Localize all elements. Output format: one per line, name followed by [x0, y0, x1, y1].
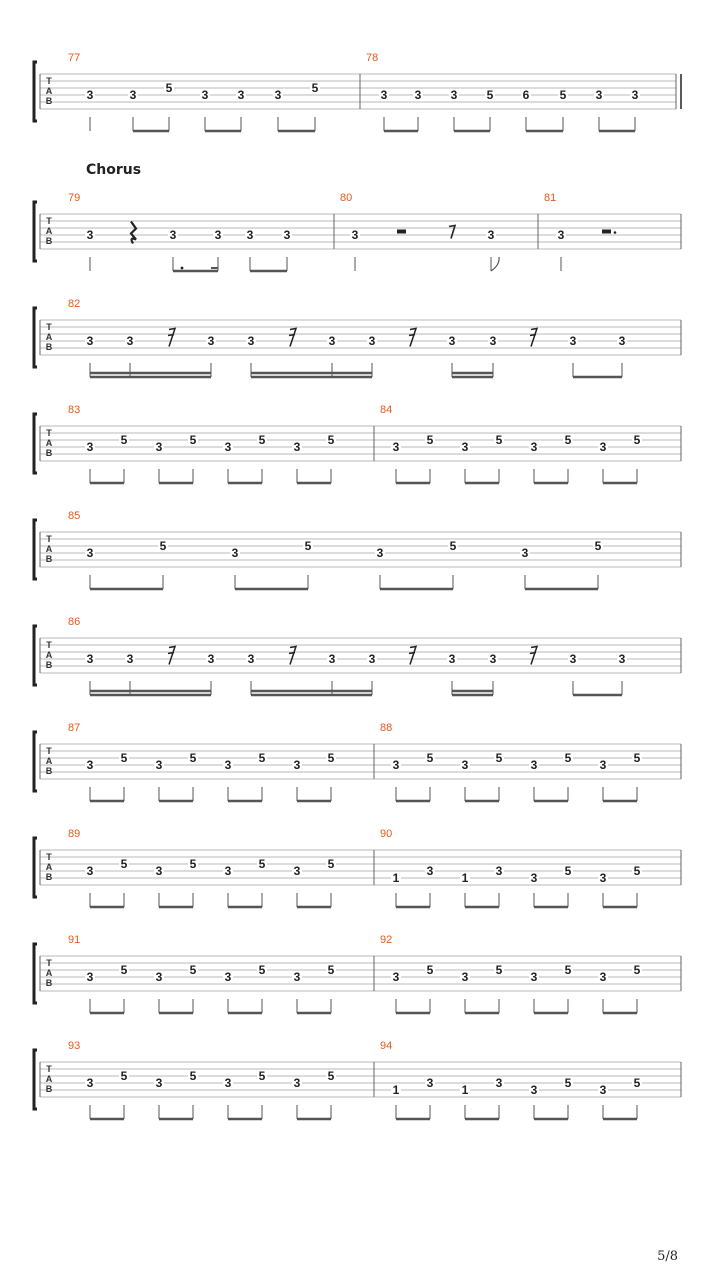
fret-number: 3: [214, 228, 222, 242]
measure-number: 93: [68, 1040, 81, 1052]
fret-number: 3: [599, 758, 607, 772]
fret-number: 3: [530, 970, 538, 984]
tab-clef-letter: T: [46, 640, 52, 650]
fret-number: 3: [618, 652, 626, 666]
fret-number: 3: [489, 334, 497, 348]
tab-clef-letter: B: [45, 448, 53, 458]
fret-number: 3: [86, 334, 94, 348]
fret-number: 5: [120, 433, 128, 447]
fret-number: 3: [224, 970, 232, 984]
fret-number: 3: [569, 334, 577, 348]
fret-number: 5: [258, 857, 266, 871]
section-label: Chorus: [86, 162, 142, 178]
tab-clef-letter: A: [45, 862, 53, 872]
tab-clef-letter: A: [45, 438, 53, 448]
fret-number: 3: [328, 334, 336, 348]
system-bracket: [34, 414, 37, 473]
fret-number: 3: [224, 758, 232, 772]
fret-number: 5: [258, 433, 266, 447]
fret-number: 3: [86, 652, 94, 666]
tab-clef-letter: B: [45, 236, 53, 246]
fret-number: 5: [426, 751, 434, 765]
fret-number: 3: [247, 334, 255, 348]
fret-number: 3: [599, 970, 607, 984]
fret-number: 5: [258, 751, 266, 765]
fret-number: 3: [595, 88, 603, 102]
sixteenth-rest: [530, 329, 537, 347]
fret-number: 5: [311, 81, 319, 95]
fret-number: 5: [304, 539, 312, 553]
fret-number: 1: [461, 871, 469, 885]
fret-number: 5: [327, 857, 335, 871]
fret-number: 3: [169, 228, 177, 242]
quarter-rest: [131, 222, 136, 244]
fret-number: 3: [599, 440, 607, 454]
fret-number: 3: [155, 758, 163, 772]
tab-clef-letter: A: [45, 1074, 53, 1084]
rest-dot: [614, 231, 617, 234]
fret-number: 3: [351, 228, 359, 242]
fret-number: 3: [293, 864, 301, 878]
system-bracket: [34, 626, 37, 685]
tab-clef-letter: A: [45, 226, 53, 236]
measure-number: 83: [68, 404, 81, 416]
fret-number: 5: [165, 81, 173, 95]
fret-number: 3: [247, 652, 255, 666]
fret-number: 3: [461, 758, 469, 772]
fret-number: 6: [522, 88, 530, 102]
fret-number: 3: [392, 970, 400, 984]
fret-number: 5: [327, 751, 335, 765]
fret-number: 5: [633, 864, 641, 878]
fret-number: 3: [86, 864, 94, 878]
fret-number: 5: [564, 864, 572, 878]
system-bracket: [34, 944, 37, 1003]
fret-number: 5: [189, 963, 197, 977]
fret-number: 3: [380, 88, 388, 102]
fret-number: 3: [530, 758, 538, 772]
half-rest: [397, 230, 406, 234]
fret-number: 3: [207, 334, 215, 348]
fret-number: 5: [564, 751, 572, 765]
measure-number: 94: [380, 1040, 393, 1052]
tab-clef-letter: B: [45, 978, 53, 988]
fret-number: 5: [495, 963, 503, 977]
tab-clef-letter: T: [46, 958, 52, 968]
fret-number: 3: [448, 334, 456, 348]
tab-clef-letter: T: [46, 746, 52, 756]
fret-number: 3: [521, 546, 529, 560]
measure-number: 89: [68, 828, 81, 840]
fret-number: 5: [120, 751, 128, 765]
fret-number: 3: [293, 970, 301, 984]
fret-number: 3: [414, 88, 422, 102]
measure-number: 87: [68, 722, 81, 734]
fret-number: 1: [392, 871, 400, 885]
fret-number: 5: [486, 88, 494, 102]
fret-number: 3: [530, 871, 538, 885]
note-flag: [491, 257, 499, 271]
fret-number: 3: [224, 440, 232, 454]
fret-number: 3: [599, 1083, 607, 1097]
fret-number: 5: [564, 963, 572, 977]
dot: [181, 267, 184, 270]
tab-clef-letter: A: [45, 968, 53, 978]
fret-number: 3: [599, 871, 607, 885]
tab-clef-letter: B: [45, 766, 53, 776]
eighth-rest: [449, 226, 455, 239]
fret-number: 3: [126, 334, 134, 348]
fret-number: 3: [126, 652, 134, 666]
fret-number: 5: [633, 1076, 641, 1090]
tab-clef-letter: T: [46, 1064, 52, 1074]
tab-clef-letter: B: [45, 1084, 53, 1094]
fret-number: 3: [224, 1076, 232, 1090]
fret-number: 5: [120, 1069, 128, 1083]
fret-number: 3: [293, 440, 301, 454]
sixteenth-rest: [289, 329, 296, 347]
fret-number: 3: [631, 88, 639, 102]
fret-number: 3: [129, 88, 137, 102]
system-bracket: [34, 202, 37, 261]
fret-number: 3: [155, 1076, 163, 1090]
fret-number: 5: [495, 751, 503, 765]
fret-number: 5: [327, 963, 335, 977]
measure-number: 92: [380, 934, 393, 946]
tab-clef-letter: T: [46, 216, 52, 226]
fret-number: 5: [426, 963, 434, 977]
fret-number: 3: [293, 758, 301, 772]
fret-number: 5: [189, 751, 197, 765]
system-bracket: [34, 520, 37, 579]
tab-clef-letter: B: [45, 872, 53, 882]
fret-number: 5: [564, 433, 572, 447]
fret-number: 3: [86, 88, 94, 102]
fret-number: 3: [618, 334, 626, 348]
fret-number: 3: [569, 652, 577, 666]
system-bracket: [34, 308, 37, 367]
sixteenth-rest: [168, 647, 175, 665]
tab-clef-letter: T: [46, 852, 52, 862]
fret-number: 3: [328, 652, 336, 666]
fret-number: 3: [155, 440, 163, 454]
fret-number: 3: [293, 1076, 301, 1090]
tab-clef-letter: A: [45, 650, 53, 660]
fret-number: 5: [258, 1069, 266, 1083]
fret-number: 3: [426, 864, 434, 878]
fret-number: 3: [274, 88, 282, 102]
fret-number: 3: [495, 1076, 503, 1090]
tab-clef-letter: A: [45, 86, 53, 96]
tab-clef-letter: A: [45, 332, 53, 342]
fret-number: 3: [495, 864, 503, 878]
tab-clef-letter: B: [45, 554, 53, 564]
fret-number: 5: [633, 963, 641, 977]
sixteenth-rest: [289, 647, 296, 665]
fret-number: 5: [120, 857, 128, 871]
system-bracket: [34, 62, 37, 121]
fret-number: 5: [258, 963, 266, 977]
fret-number: 3: [376, 546, 384, 560]
fret-number: 3: [392, 440, 400, 454]
fret-number: 3: [86, 440, 94, 454]
page-number: 5/8: [657, 1249, 678, 1264]
fret-number: 3: [530, 440, 538, 454]
system-bracket: [34, 732, 37, 791]
fret-number: 3: [201, 88, 209, 102]
fret-number: 3: [86, 228, 94, 242]
fret-number: 3: [530, 1083, 538, 1097]
measure-number: 90: [380, 828, 393, 840]
fret-number: 3: [237, 88, 245, 102]
sixteenth-rest: [168, 329, 175, 347]
fret-number: 3: [450, 88, 458, 102]
fret-number: 3: [246, 228, 254, 242]
fret-number: 3: [224, 864, 232, 878]
half-rest: [602, 230, 611, 234]
fret-number: 3: [231, 546, 239, 560]
fret-number: 3: [448, 652, 456, 666]
tab-clef-letter: B: [45, 96, 53, 106]
measure-number: 91: [68, 934, 81, 946]
sixteenth-rest: [409, 329, 416, 347]
fret-number: 5: [327, 1069, 335, 1083]
system-bracket: [34, 838, 37, 897]
fret-number: 3: [426, 1076, 434, 1090]
measure-number: 82: [68, 298, 81, 310]
fret-number: 3: [368, 652, 376, 666]
fret-number: 3: [283, 228, 291, 242]
measure-number: 79: [68, 192, 81, 204]
fret-number: 5: [120, 963, 128, 977]
measure-number: 77: [68, 52, 81, 64]
sixteenth-rest: [409, 647, 416, 665]
tab-clef-letter: T: [46, 76, 52, 86]
fret-number: 3: [487, 228, 495, 242]
fret-number: 5: [189, 433, 197, 447]
tab-clef-letter: T: [46, 534, 52, 544]
measure-number: 81: [544, 192, 557, 204]
fret-number: 5: [633, 433, 641, 447]
tab-clef-letter: B: [45, 342, 53, 352]
tab-clef-letter: B: [45, 660, 53, 670]
fret-number: 3: [557, 228, 565, 242]
fret-number: 5: [426, 433, 434, 447]
tab-clef-letter: T: [46, 322, 52, 332]
fret-number: 5: [495, 433, 503, 447]
fret-number: 5: [189, 1069, 197, 1083]
fret-number: 5: [559, 88, 567, 102]
fret-number: 3: [368, 334, 376, 348]
fret-number: 3: [155, 970, 163, 984]
fret-number: 5: [564, 1076, 572, 1090]
tab-clef-letter: A: [45, 756, 53, 766]
fret-number: 5: [159, 539, 167, 553]
fret-number: 5: [594, 539, 602, 553]
fret-number: 3: [207, 652, 215, 666]
fret-number: 3: [86, 546, 94, 560]
measure-number: 80: [340, 192, 353, 204]
fret-number: 3: [392, 758, 400, 772]
tab-clef-letter: T: [46, 428, 52, 438]
measure-number: 85: [68, 510, 81, 522]
fret-number: 5: [327, 433, 335, 447]
fret-number: 1: [461, 1083, 469, 1097]
fret-number: 3: [86, 758, 94, 772]
fret-number: 3: [461, 440, 469, 454]
tab-clef-letter: A: [45, 544, 53, 554]
fret-number: 1: [392, 1083, 400, 1097]
fret-number: 3: [461, 970, 469, 984]
measure-number: 86: [68, 616, 81, 628]
fret-number: 5: [633, 751, 641, 765]
fret-number: 3: [489, 652, 497, 666]
measure-number: 88: [380, 722, 393, 734]
fret-number: 3: [86, 970, 94, 984]
fret-number: 5: [189, 857, 197, 871]
measure-number: 84: [380, 404, 393, 416]
fret-number: 3: [86, 1076, 94, 1090]
fret-number: 3: [155, 864, 163, 878]
system-bracket: [34, 1050, 37, 1109]
sixteenth-rest: [530, 647, 537, 665]
measure-number: 78: [366, 52, 379, 64]
fret-number: 5: [449, 539, 457, 553]
